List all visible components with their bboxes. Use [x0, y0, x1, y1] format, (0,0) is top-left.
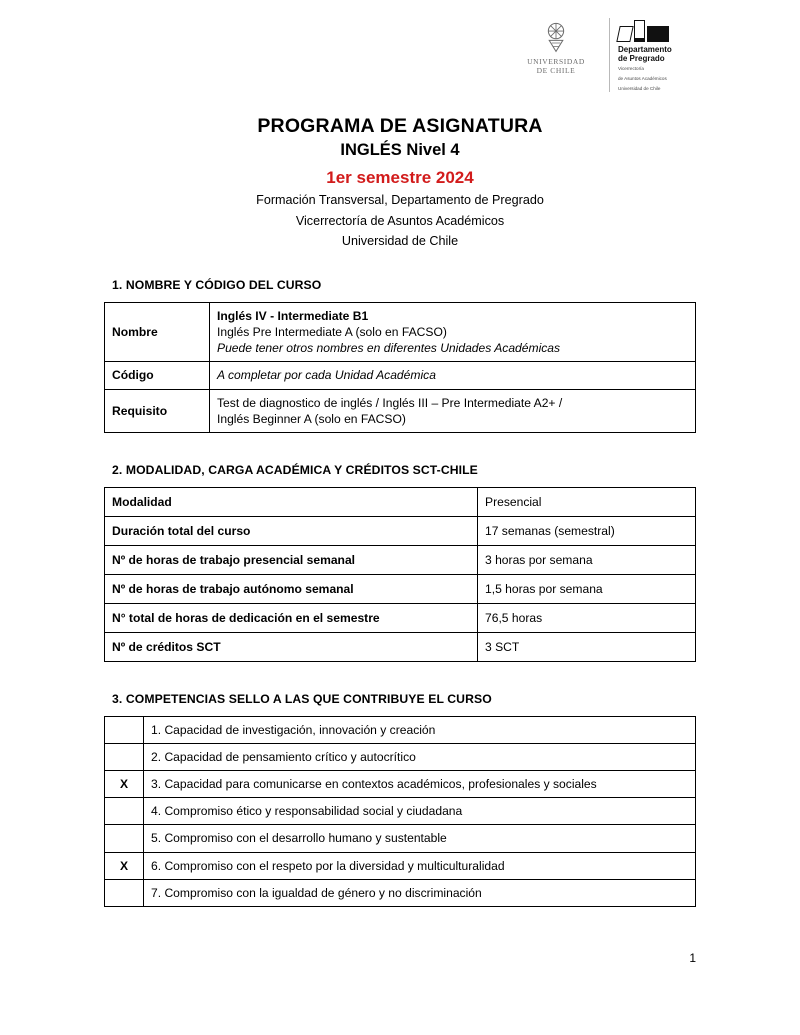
- nombre-value-1: Inglés IV - Intermediate B1: [217, 309, 369, 324]
- requisito-value-2: Inglés Beginner A (solo en FACSO): [217, 411, 406, 426]
- table-row: [105, 633, 696, 662]
- table-row: [105, 852, 696, 879]
- row-value-nombre: [210, 303, 696, 362]
- competency-mark-0: [105, 717, 144, 744]
- competency-mark-2: X: [105, 771, 144, 798]
- modality-value-5: 3 SCT: [478, 633, 696, 662]
- modality-table: [104, 487, 696, 662]
- row-label-codigo: Código: [105, 362, 210, 389]
- competency-text-0: 1. Capacidad de investigación, innovación y creación: [144, 717, 696, 744]
- org-line-2: Vicerrectoría de Asuntos Académicos: [295, 213, 505, 228]
- competencies-table: [104, 716, 696, 907]
- competency-mark-4: [105, 825, 144, 852]
- competency-mark-5: X: [105, 852, 144, 879]
- department-logo: [609, 18, 696, 92]
- competency-mark-3: [105, 798, 144, 825]
- modality-value-0: Presencial: [478, 487, 696, 516]
- row-value-codigo: [210, 362, 696, 389]
- table-row: [105, 362, 696, 389]
- department-logo-title-1: Departamento: [618, 45, 672, 54]
- modality-value-3: 1,5 horas por semana: [478, 574, 696, 603]
- table-row: [105, 717, 696, 744]
- competency-text-5: 6. Compromiso con el respeto por la diversidad y multiculturalidad: [144, 852, 696, 879]
- row-value-requisito: [210, 389, 696, 432]
- department-logo-sub-3: Universidad de Chile: [618, 85, 661, 91]
- logo-row: [104, 18, 696, 90]
- modality-key-0: Modalidad: [105, 487, 478, 516]
- table-row: [105, 825, 696, 852]
- modality-key-2: Nº de horas de trabajo presencial semanal: [105, 545, 478, 574]
- requisito-value-1: Test de diagnostico de inglés / Inglés III – Pre Intermediate A2+ /: [217, 395, 563, 410]
- row-label-requisito: Requisito: [105, 389, 210, 432]
- course-name-table: [104, 302, 696, 432]
- table-row: [105, 744, 696, 771]
- department-mark-icon: [618, 22, 696, 42]
- competency-text-6: 7. Compromiso con la igualdad de género y no discriminación: [144, 879, 696, 906]
- org-line-3: Universidad de Chile: [341, 233, 459, 248]
- table-row: [105, 574, 696, 603]
- university-crest-icon: [539, 20, 573, 54]
- modality-value-2: 3 horas por semana: [478, 545, 696, 574]
- modality-key-3: Nº de horas de trabajo autónomo semanal: [105, 574, 478, 603]
- table-row: [105, 798, 696, 825]
- codigo-value-1: A completar por cada Unidad Académica: [217, 368, 436, 383]
- document-title: PROGRAMA DE ASIGNATURA: [257, 115, 543, 137]
- org-line-1: Formación Transversal, Departamento de Pregrado: [256, 193, 544, 208]
- department-logo-sub-2: de Asuntos Académicos: [618, 76, 667, 82]
- table-row: [105, 771, 696, 798]
- row-label-nombre: Nombre: [105, 303, 210, 362]
- modality-key-1: Duración total del curso: [105, 516, 478, 545]
- title-block: [104, 114, 696, 250]
- table-row: [105, 604, 696, 633]
- modality-key-5: Nº de créditos SCT: [105, 633, 478, 662]
- document-subject: INGLÉS Nivel 4: [340, 140, 460, 159]
- nombre-value-2: Inglés Pre Intermediate A (solo en FACSO): [217, 325, 447, 340]
- department-logo-title-2: de Pregrado: [618, 54, 665, 64]
- table-row: [105, 545, 696, 574]
- section-2-heading: 2. MODALIDAD, CARGA ACADÉMICA Y CRÉDITOS SCT-CHILE: [112, 462, 478, 477]
- page-number: 1: [689, 951, 696, 965]
- modality-value-1: 17 semanas (semestral): [478, 516, 696, 545]
- competency-text-1: 2. Capacidad de pensamiento crítico y autocrítico: [144, 744, 696, 771]
- competency-mark-1: [105, 744, 144, 771]
- section-1-heading: 1. NOMBRE Y CÓDIGO DEL CURSO: [112, 278, 322, 293]
- nombre-value-3: Puede tener otros nombres en diferentes Unidades Académicas: [217, 341, 561, 356]
- table-row: [105, 389, 696, 432]
- modality-value-4: 76,5 horas: [478, 604, 696, 633]
- section-3-heading: 3. COMPETENCIAS SELLO A LAS QUE CONTRIBUYE EL CURSO: [112, 692, 492, 707]
- competency-mark-6: [105, 879, 144, 906]
- table-row: [105, 487, 696, 516]
- university-logo: [513, 18, 599, 76]
- university-logo-line2: DE CHILE: [536, 66, 576, 76]
- university-logo-line1: UNIVERSIDAD: [527, 57, 585, 66]
- department-logo-sub-1: Vicerrectoría: [618, 66, 644, 72]
- modality-key-4: N° total de horas de dedicación en el semestre: [105, 604, 478, 633]
- table-row: [105, 516, 696, 545]
- competency-text-4: 5. Compromiso con el desarrollo humano y sustentable: [144, 825, 696, 852]
- competency-text-3: 4. Compromiso ético y responsabilidad social y ciudadana: [144, 798, 696, 825]
- competency-text-2: 3. Capacidad para comunicarse en contextos académicos, profesionales y sociales: [144, 771, 696, 798]
- table-row: [105, 303, 696, 362]
- document-semester: 1er semestre 2024: [326, 168, 474, 188]
- table-row: [105, 879, 696, 906]
